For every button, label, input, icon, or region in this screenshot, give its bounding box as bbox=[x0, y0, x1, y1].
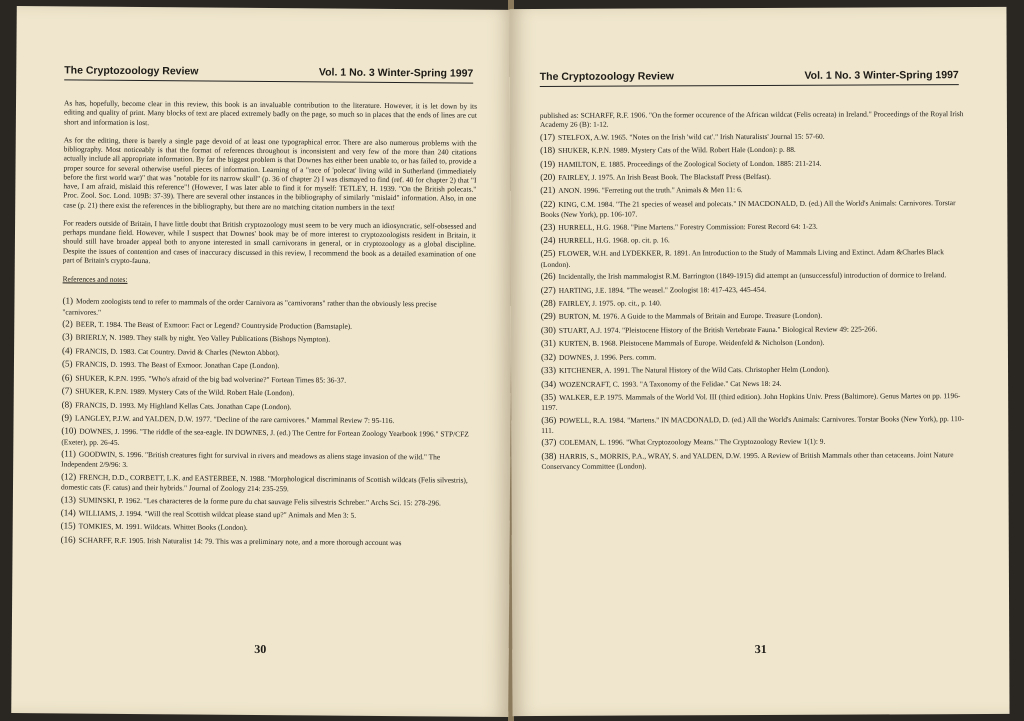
reference-text: Modern zoologists tend to refer to mammals of the order Carnivora as "carnivorans" rather than the obviously less precise "carnivores." bbox=[62, 296, 437, 317]
reference-number: (35) bbox=[541, 391, 557, 403]
reference-item bbox=[541, 350, 970, 363]
reference-number: (22) bbox=[540, 198, 556, 209]
reference-item bbox=[541, 413, 970, 435]
reference-item bbox=[62, 412, 475, 426]
section-heading: References and notes: bbox=[62, 274, 128, 284]
page-number: 31 bbox=[754, 641, 767, 657]
reference-text: FRANCIS, D. 1993. The Beast of Exmoor. Jonathan Cape (London). bbox=[75, 359, 280, 371]
running-header bbox=[540, 67, 959, 87]
reference-number: (26) bbox=[540, 271, 556, 282]
reference-number: (20) bbox=[540, 171, 556, 182]
paragraph: As has, hopefully, become clear in this review, this book is an invaluable contribution to the literature. However, it is let down by its editing and quality of print. Many blocks of text are placed extremely badly on the page, so much so in places that the ends of lines are cut short and information is lost. bbox=[63, 98, 478, 127]
reference-item bbox=[541, 247, 970, 269]
page-number: 30 bbox=[254, 641, 267, 657]
reference-number: (11) bbox=[61, 448, 76, 459]
reference-item bbox=[540, 233, 969, 246]
reference-text: HAMILTON, E. 1885. Proceedings of the Zoological Society of London. 1885: 211-214. bbox=[558, 158, 822, 169]
reference-continuation: published as: SCHARFF, R.F. 1906. "On the former occurence of the African wildcat (Felis ocreata) in Ireland." Proceedings of the Royal Irish Academy 26 (B): 1-12. bbox=[539, 109, 964, 130]
reference-item bbox=[62, 399, 475, 413]
reference-number: (9) bbox=[61, 412, 73, 423]
running-header bbox=[64, 62, 473, 83]
reference-text: TOMKIES, M. 1991. Wildcats. Whittet Books (London). bbox=[78, 521, 248, 533]
issue-info: Vol. 1 No. 3 Winter-Spring 1997 bbox=[318, 66, 474, 80]
reference-item bbox=[61, 494, 474, 508]
reference-text: FRANCIS, D. 1983. Cat Country. David & Charles (Newton Abbot). bbox=[75, 346, 280, 357]
reference-item bbox=[541, 436, 970, 449]
reference-number: (15) bbox=[60, 520, 76, 531]
reference-item bbox=[541, 363, 970, 376]
reference-number: (30) bbox=[540, 324, 556, 335]
reference-text: HARTING, J.E. 1894. "The weasel." Zoologist 18: 417-423, 445-454. bbox=[558, 284, 767, 295]
reference-text: WOZENCRAFT, C. 1993. "A Taxonomy of the Felidae." Cat News 18: 24. bbox=[559, 378, 782, 389]
reference-text: KING, C.M. 1984. "The 21 species of weasel and polecats." IN MACDONALD, D. (ed.) All the World's Animals: Carnivores. Torstar Books (New York), pp. 106-107. bbox=[540, 198, 956, 220]
reference-item bbox=[541, 449, 970, 471]
reference-number: (38) bbox=[541, 450, 557, 461]
page-body bbox=[540, 109, 971, 473]
right-page bbox=[509, 7, 1009, 716]
reference-item bbox=[61, 507, 474, 521]
reference-number: (23) bbox=[540, 221, 556, 232]
reference-text: SHUKER, K.P.N. 1989. Mystery Cats of the Wild. Robert Hale (London): p. 88. bbox=[558, 144, 796, 156]
reference-text: SUMINSKI, P. 1962. "Les characteres de la forme pure du chat sauvage Felis silvestris Schreber." Archs Sci. 15: 278-296. bbox=[78, 495, 441, 507]
reference-text: Incidentally, the Irish mammalogist R.M. Barrington (1849-1915) did attempt an (unsuccessful) introduction of dormice to Ireland. bbox=[558, 270, 947, 282]
reference-text: COLEMAN, L. 1996. "What Cryptozoology Means." The Cryptozoology Review 1(1): 9. bbox=[559, 437, 826, 448]
reference-item bbox=[540, 130, 969, 143]
reference-number: (21) bbox=[540, 185, 556, 196]
reference-number: (10) bbox=[61, 425, 77, 436]
reference-number: (34) bbox=[541, 378, 557, 389]
reference-number: (24) bbox=[540, 234, 556, 245]
reference-item bbox=[62, 332, 475, 346]
reference-item bbox=[62, 296, 475, 320]
reference-number: (6) bbox=[61, 372, 73, 383]
reference-text: HARRIS, S., MORRIS, P.A., WRAY, S. and YALDEN, D.W. 1995. A Review of British Mammals other than cetaceans. Joint Nature Conservancy Committee (London). bbox=[541, 450, 954, 472]
journal-title: The Cryptozoology Review bbox=[64, 64, 199, 78]
reference-list bbox=[61, 296, 476, 549]
issue-info: Vol. 1 No. 3 Winter-Spring 1997 bbox=[804, 69, 959, 82]
reference-item bbox=[541, 390, 970, 412]
reference-item bbox=[541, 296, 970, 309]
reference-text: STELFOX, A.W. 1965. "Notes on the Irish 'wild cat'." Irish Naturalists' Journal 15: 57-60. bbox=[557, 131, 825, 142]
reference-number: (5) bbox=[61, 358, 73, 369]
reference-number: (19) bbox=[540, 158, 556, 169]
reference-text: STUART, A.J. 1974. "Pleistocene History of the British Vertebrate Fauna." Biological Review 49: 225-266. bbox=[558, 324, 878, 335]
reference-number: (1) bbox=[62, 295, 74, 306]
reference-text: FRANCIS, D. 1993. My Highland Kellas Cats. Jonathan Cape (London). bbox=[75, 400, 292, 411]
reference-text: GOODWIN, S. 1996. "British creatures fight for survival in rivers and meadows as aliens stage invasion of the wild." The Independent 2/9/96: 3. bbox=[61, 449, 441, 470]
reference-number: (14) bbox=[60, 507, 76, 518]
reference-text: FRENCH, D.D., CORBETT, L.K. and EASTERBEE, N. 1988. "Morphological discriminants of Scottish wildcats (Felis silvestris), domestic cats (F. catus) and their hybrids." Journal of Zoology 214: 235-259. bbox=[60, 472, 468, 494]
reference-item bbox=[61, 521, 474, 535]
reference-number: (13) bbox=[60, 493, 76, 505]
reference-item bbox=[541, 310, 970, 323]
reference-text: KURTEN, B. 1968. Pleistocene Mammals of Europe. Weidenfeld & Nicholson (London). bbox=[558, 338, 825, 349]
reference-number: (7) bbox=[61, 385, 73, 396]
reference-item bbox=[540, 157, 969, 170]
reference-text: DOWNES, J. 1996. "The riddle of the sea-eagle. IN DOWNES, J. (ed.) The Centre for Fortean Zoology Yearbook 1996." STP/CFZ (Exeter), pp. 26-45. bbox=[61, 427, 469, 447]
reference-number: (27) bbox=[540, 284, 556, 295]
reference-text: KITCHENER, A. 1991. The Natural History of the Wild Cats. Christopher Helm (London). bbox=[559, 364, 830, 376]
reference-item bbox=[540, 170, 969, 183]
reference-item bbox=[62, 386, 475, 400]
journal-title: The Cryptozoology Review bbox=[539, 70, 674, 83]
page-body bbox=[61, 98, 478, 550]
reference-text: DOWNES, J. 1996. Pers. comm. bbox=[558, 352, 657, 362]
reference-text: BEER, T. 1984. The Beast of Exmoor: Fact or Legend? Countryside Production (Barnstaple). bbox=[75, 319, 353, 331]
reference-number: (2) bbox=[62, 318, 73, 329]
paragraph: As for the editing, there is barely a single page devoid of at least one typographical error. There are also numerous problems with the bibliography. Most noticeably is that the format of references throughout is inconsistent and very few of the more than 240 citations actually include all appropriate information. By far the biggest problem is that Downes has either been unable to, or has failed to, provide a proper source for several otherwise useful pieces of information. Learning of a "race of 'polecat' living wild in Sutherland (immediately before the first world war)" that was "notable for its narrow skull" (p. 36 of chapter 2) I was dismayed to find (ref. 40 for chapter 2) that "I have, I am afraid, mislaid this reference"! (However, I was later able to find it for myself: TETLEY, H. 1939. "On the British polecats." Proc. Zool. Soc. Lond. 109B: 37-39). There are several other instances in the bibliography of similarly "mislaid" information. Also, in one case (p. 21) there exist the references in the bibliography, but there are no matching citation numbers in the text! bbox=[63, 135, 477, 212]
reference-text: WALKER, E.P. 1975. Mammals of the World Vol. III (third edition). John Hopkins Univ. Press (Baltimore). Genus Martes on pp. 1196-1197. bbox=[541, 391, 961, 413]
reference-item bbox=[541, 269, 970, 282]
reference-item bbox=[62, 345, 475, 359]
reference-text: WILLIAMS, J. 1994. "Will the real Scottish wildcat please stand up?" Animals and Men 3: 5. bbox=[78, 508, 357, 520]
reference-item bbox=[61, 426, 474, 450]
reference-number: (8) bbox=[61, 398, 73, 410]
reference-number: (12) bbox=[61, 471, 77, 482]
reference-number: (3) bbox=[62, 331, 73, 342]
reference-text: BRIERLY, N. 1989. They stalk by night. Yeo Valley Publications (Bishops Nympton). bbox=[75, 332, 331, 344]
reference-item bbox=[62, 359, 475, 373]
reference-number: (31) bbox=[540, 338, 556, 349]
reference-text: HURRELL, H.G. 1968. "Pine Martens." Forestry Commission: Forest Record 64: 1-23. bbox=[558, 221, 818, 232]
paragraph: For readers outside of Britain, I have little doubt that British cryptozoology must seem to be very much an idiosyncratic, self-obsessed and perhaps mundane field. However, while I suspect that Downes' book may be of more interest to cryptozoologists resident in Britain, it should still have broader appeal both to anyone interested in small carnivorans in general, or in cryptozoology as a global discipline. Despite the issues of contention and cases of inaccuracy discussed in this review, I recommend the book as a detailed examination of one part of Britain's crypto-fauna. bbox=[62, 218, 477, 265]
reference-item bbox=[540, 143, 969, 156]
reference-list bbox=[540, 130, 970, 472]
reference-number: (18) bbox=[540, 145, 556, 156]
reference-item bbox=[541, 323, 970, 336]
reference-number: (33) bbox=[541, 365, 557, 376]
reference-text: FAIRLEY, J. 1975. An Irish Beast Book. The Blackstaff Press (Belfast). bbox=[558, 171, 771, 182]
reference-number: (4) bbox=[62, 345, 73, 356]
reference-text: SHUKER, K.P.N. 1989. Mystery Cats of the Wild. Robert Hale (London). bbox=[75, 386, 295, 398]
reference-item bbox=[62, 372, 475, 386]
reference-number: (17) bbox=[539, 131, 556, 142]
reference-number: (32) bbox=[540, 351, 556, 362]
reference-item bbox=[541, 377, 970, 390]
reference-number: (16) bbox=[60, 534, 76, 545]
reference-item bbox=[541, 283, 970, 296]
reference-text: ANON. 1996. "Ferreting out the truth." Animals & Men 11: 6. bbox=[558, 185, 743, 196]
reference-item bbox=[541, 336, 970, 349]
reference-number: (36) bbox=[541, 414, 557, 425]
reference-text: FLOWER, W.H. and LYDEKKER, R. 1891. An Introduction to the Study of Mammals Living and Extinct. Adam &Charles Black (London). bbox=[540, 247, 944, 269]
reference-item bbox=[61, 534, 474, 548]
reference-text: SHUKER, K.P.N. 1995. "Who's afraid of the big bad wolverine?" Fortean Times 85: 36-37. bbox=[75, 373, 347, 385]
reference-text: LANGLEY, P.J.W. and YALDEN, D.W. 1977. "Decline of the rare carnivores." Mammal Review 7: 95-116. bbox=[75, 413, 395, 426]
reference-text: SCHARFF, R.F. 1905. Irish Naturalist 14: 79. This was a preliminary note, and a more thorough account was bbox=[78, 535, 402, 547]
reference-number: (29) bbox=[540, 311, 556, 322]
reference-number: (28) bbox=[540, 297, 556, 308]
reference-text: BURTON, M. 1976. A Guide to the Mammals of Britain and Europe. Treasure (London). bbox=[558, 311, 823, 322]
reference-text: POWELL, R.A. 1984. "Martens." IN MACDONALD, D. (ed.) All the World's Animals: Carnivores. Torstar Books (New York), pp. 110-111. bbox=[541, 413, 965, 435]
reference-number: (25) bbox=[540, 248, 556, 259]
reference-item bbox=[61, 449, 474, 473]
reference-item bbox=[540, 197, 969, 219]
reference-text: HURRELL, H.G. 1968. op. cit. p. 16. bbox=[558, 235, 670, 245]
reference-item bbox=[62, 318, 475, 332]
reference-text: FAIRLEY, J. 1975. op. cit., p. 140. bbox=[558, 298, 662, 308]
reference-number: (37) bbox=[541, 437, 557, 448]
reference-item bbox=[61, 471, 474, 495]
reference-item bbox=[540, 220, 969, 233]
left-page bbox=[11, 6, 514, 717]
reference-item bbox=[540, 184, 969, 197]
